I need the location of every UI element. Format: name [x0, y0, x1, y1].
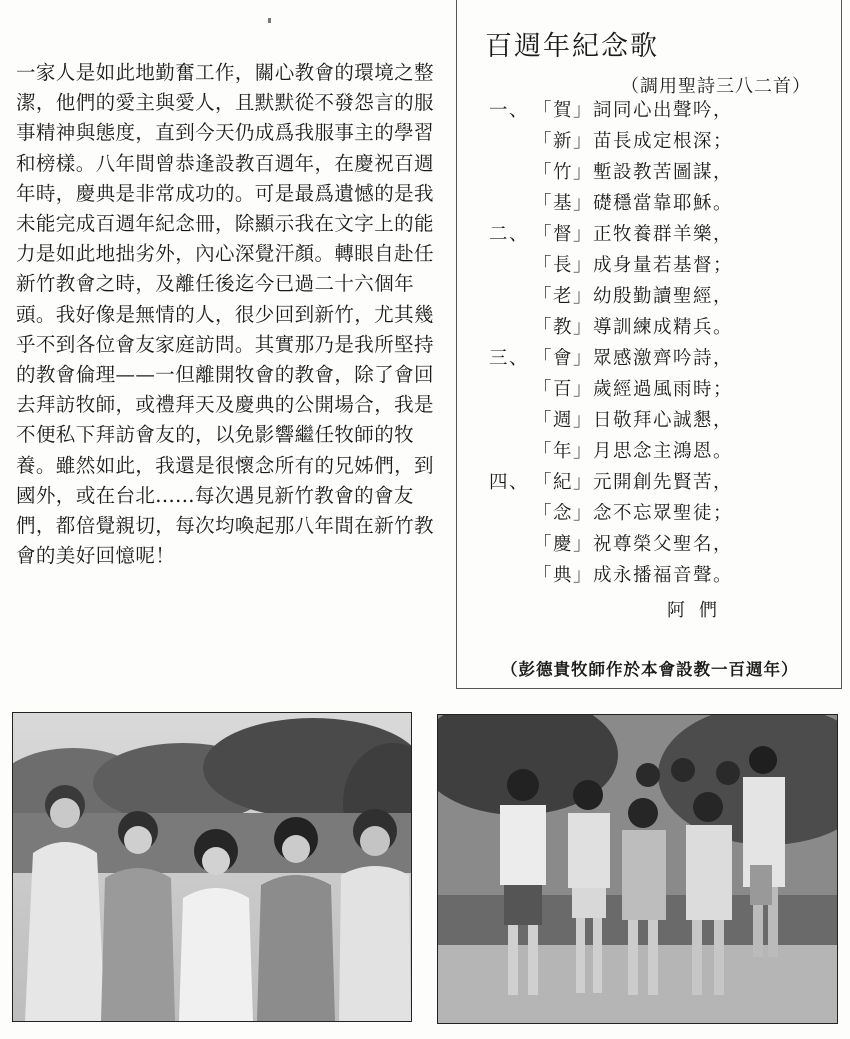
verse-line — [489, 499, 819, 530]
verse-line — [489, 406, 819, 437]
amen-text: 阿們 — [667, 600, 731, 621]
song-tune-note: （調用聖詩三八二首） — [621, 76, 811, 97]
verse-text: 「週」日敬拜心誠懇， — [533, 410, 734, 431]
verse-text: 「會」眾感激齊吟詩， — [533, 348, 734, 369]
verse-text: 「念」念不忘眾聖徒； — [533, 503, 734, 524]
verse-text: 「老」幼殷勤讀聖經， — [533, 286, 734, 307]
verse-line — [489, 158, 819, 189]
verse-text: 「典」成永播福音聲。 — [533, 565, 734, 586]
verse-text: 「竹」塹設教苦圖謀， — [533, 162, 734, 183]
verse-line — [489, 561, 819, 592]
song-title: 百週年紀念歌 — [485, 31, 659, 62]
verse-line — [489, 220, 819, 251]
verse-text: 「長」成身量若基督； — [533, 255, 734, 276]
song-credit: （彭德貴牧師作於本會設教一百週年） — [501, 660, 799, 679]
photo-illustration — [13, 713, 411, 1021]
stanza-number: 一、 — [489, 100, 530, 121]
verse-text: 「慶」祝尊榮父聖名， — [533, 534, 734, 555]
verse-line — [489, 375, 819, 406]
verse-line — [489, 127, 819, 158]
verse-text: 「教」導訓練成精兵。 — [533, 317, 734, 338]
verse-line — [489, 282, 819, 313]
prose-paragraph: 一家人是如此地勤奮工作，關心教會的環境之整潔，他們的愛主與愛人，且默默從不發怨言的服事精神與態度，直到今天仍成爲我服事主的學習和榜樣。八年間曾恭逢設教百週年，在慶祝百週年時，慶典是非常成功的。可是最爲遺憾的是我未能完成百週年紀念冊，除顯示我在文字上的能力是如此地拙劣外，內心深覺汗顏。轉眼自赴任新竹教會之時，及離任後迄今已過二十六個年頭。我好像是無情的人，很少回到新竹，尤其幾乎不到各位會友家庭訪問。其實那乃是我所堅持的教會倫理——一但離開牧會的教會，除了會回去拜訪牧師，或禮拜天及慶典的公開場合，我是不便私下拜訪會友的，以免影響繼任牧師的牧養。雖然如此，我還是很懷念所有的兄姊們，到國外，或在台北......每次遇見新竹教會的會友們，都倍覺親切，每次均喚起那八年間在新竹教會的美好回憶呢！ — [16, 61, 434, 568]
stanza-4 — [489, 468, 819, 592]
verse-text: 「基」礎穩當靠耶穌。 — [533, 193, 734, 214]
verse-line — [489, 251, 819, 282]
stanza-number: 四、 — [489, 472, 530, 493]
ink-mark — [268, 18, 271, 23]
verse-text: 「新」苗長成定根深； — [533, 131, 734, 152]
stanza-number: 二、 — [489, 224, 530, 245]
stanza-number: 三、 — [489, 348, 530, 369]
stanza-3 — [489, 344, 819, 468]
group-photo-children — [437, 714, 838, 1024]
stanza-2 — [489, 220, 819, 344]
group-photo-five-people — [12, 712, 412, 1022]
verse-text: 「賀」詞同心出聲吟， — [533, 100, 734, 121]
anniversary-song-box — [456, 0, 842, 689]
verse-line — [489, 437, 819, 468]
verse-line — [489, 96, 819, 127]
verse-text: 「年」月思念主鴻恩。 — [533, 441, 734, 462]
verse-line — [489, 189, 819, 220]
prose-column — [16, 58, 436, 571]
verse-text: 「百」歲經過風雨時； — [533, 379, 734, 400]
stanza-1 — [489, 96, 819, 220]
verse-text: 「紀」元開創先賢苦， — [533, 472, 734, 493]
photo-illustration — [438, 715, 837, 1023]
verse-line — [489, 344, 819, 375]
verse-line — [489, 313, 819, 344]
verse-line — [489, 530, 819, 561]
verse-text: 「督」正牧養群羊樂， — [533, 224, 734, 245]
verse-line — [489, 468, 819, 499]
